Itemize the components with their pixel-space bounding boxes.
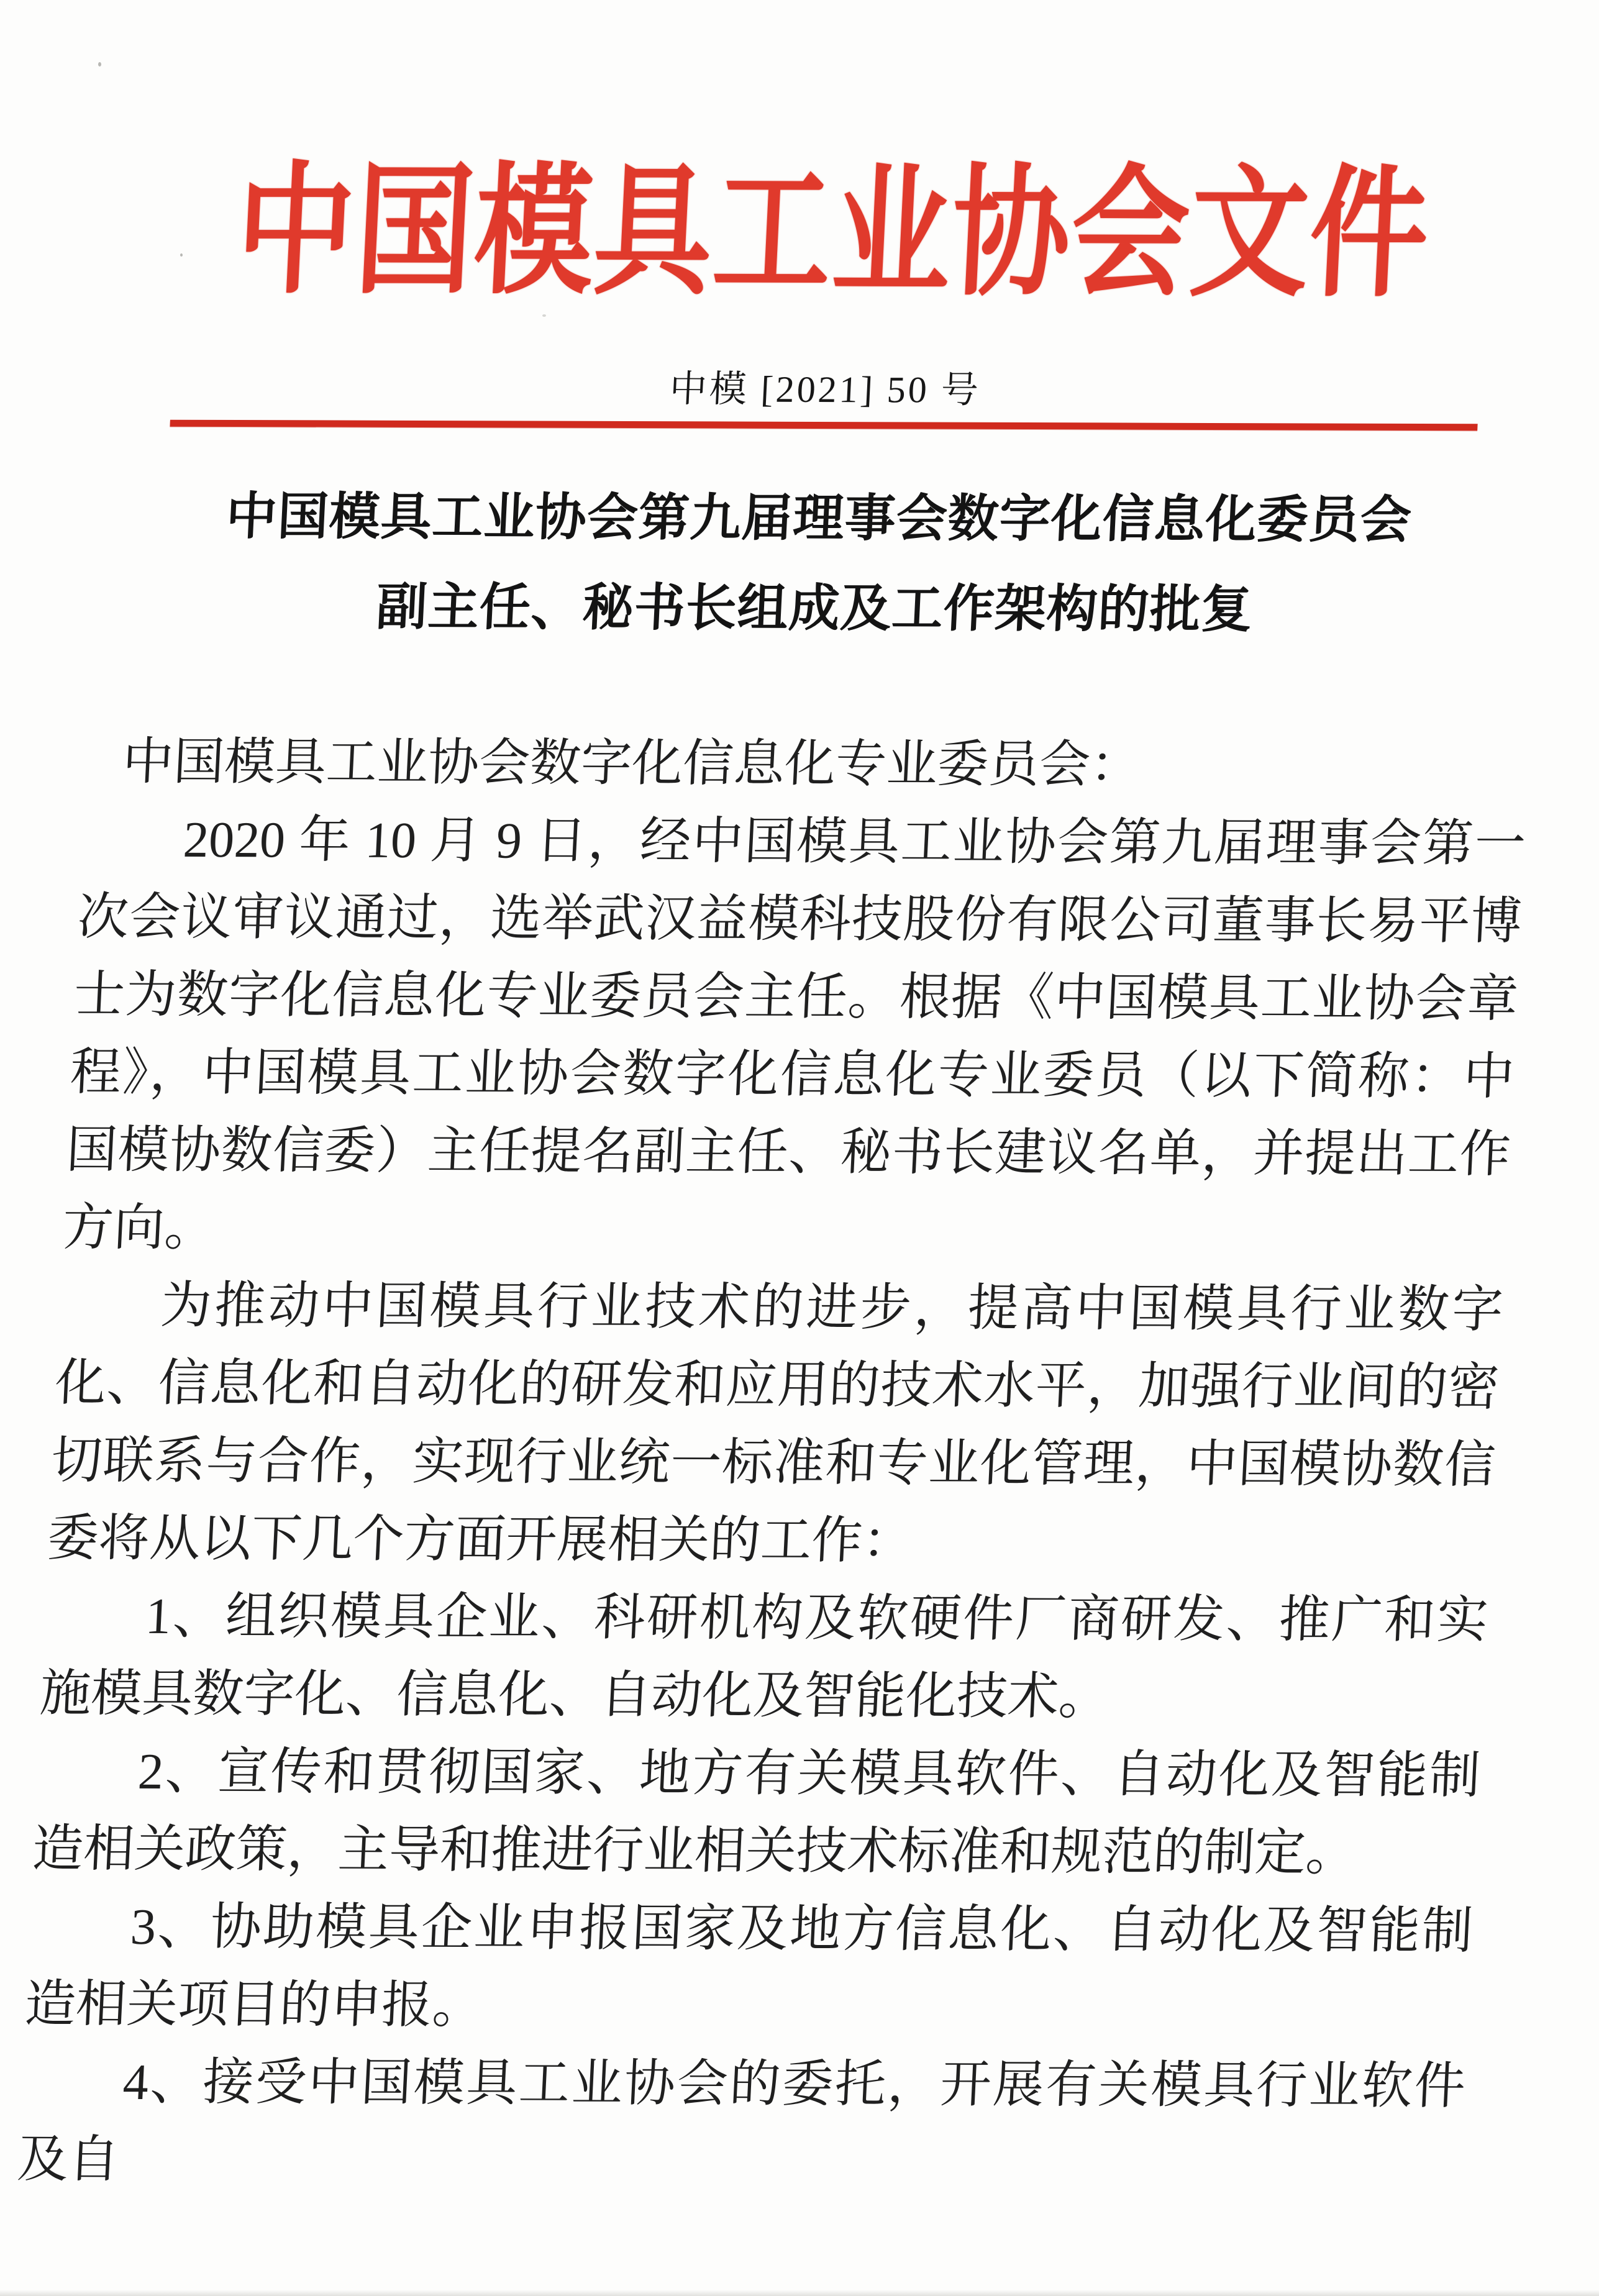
- body-paragraph: 2、宣传和贯彻国家、地方有关模具软件、自动化及智能制造相关政策，主导和推进行业相关技术标准和规范的制定。: [31, 1742, 1482, 1882]
- scanner-edge-shadow: [0, 2290, 1599, 2296]
- letterhead-title: 中国模具工业协会文件: [232, 153, 1433, 315]
- document-number: 中模 [2021] 50 号: [668, 368, 982, 411]
- document-title-line1: 中国模具工业协会第九届理事会数字化信息化委员会: [224, 488, 1413, 549]
- body-paragraph: 4、接受中国模具工业协会的委托，开展有关模具行业软件及自: [16, 2053, 1467, 2188]
- body-paragraph: 1、组织模具企业、科研机构及软硬件厂商研发、推广和实施模具数字化、信息化、自动化及智能化技术。: [39, 1587, 1490, 1725]
- document-title: [13, 471, 1599, 656]
- body-paragraph: 2020 年 10 月 9 日，经中国模具工业协会第九届理事会第一次会议审议通过，选举武汉益模科技股份有限公司董事长易平博士为数字化信息化专业委员会主任。根据《中国模具工业协会章程》，中国模具工业协会数字化信息化专业委员（以下简称：中国模协数信委）主任提名副主任、秘书长建议名单，并提出工作方向。: [61, 811, 1528, 1257]
- body-paragraph: 3、协助模具企业申报国家及地方信息化、自动化及智能制造相关项目的申报。: [23, 1898, 1475, 2034]
- body-paragraph: 为推动中国模具行业技术的进步，提高中国模具行业数字化、信息化和自动化的研发和应用的技术水平，加强行业间的密切联系与合作，实现行业统一标准和专业化管理，中国模协数信委将从以下几个方面开展相关的工作：: [46, 1277, 1505, 1569]
- document-title-line2: 副主任、秘书长组成及工作架构的批复: [375, 578, 1254, 639]
- document-body: [16, 722, 1531, 2202]
- salutation: 中国模具工业协会数字化信息化专业委员会：: [121, 733, 1143, 793]
- red-divider-rule: [170, 420, 1477, 431]
